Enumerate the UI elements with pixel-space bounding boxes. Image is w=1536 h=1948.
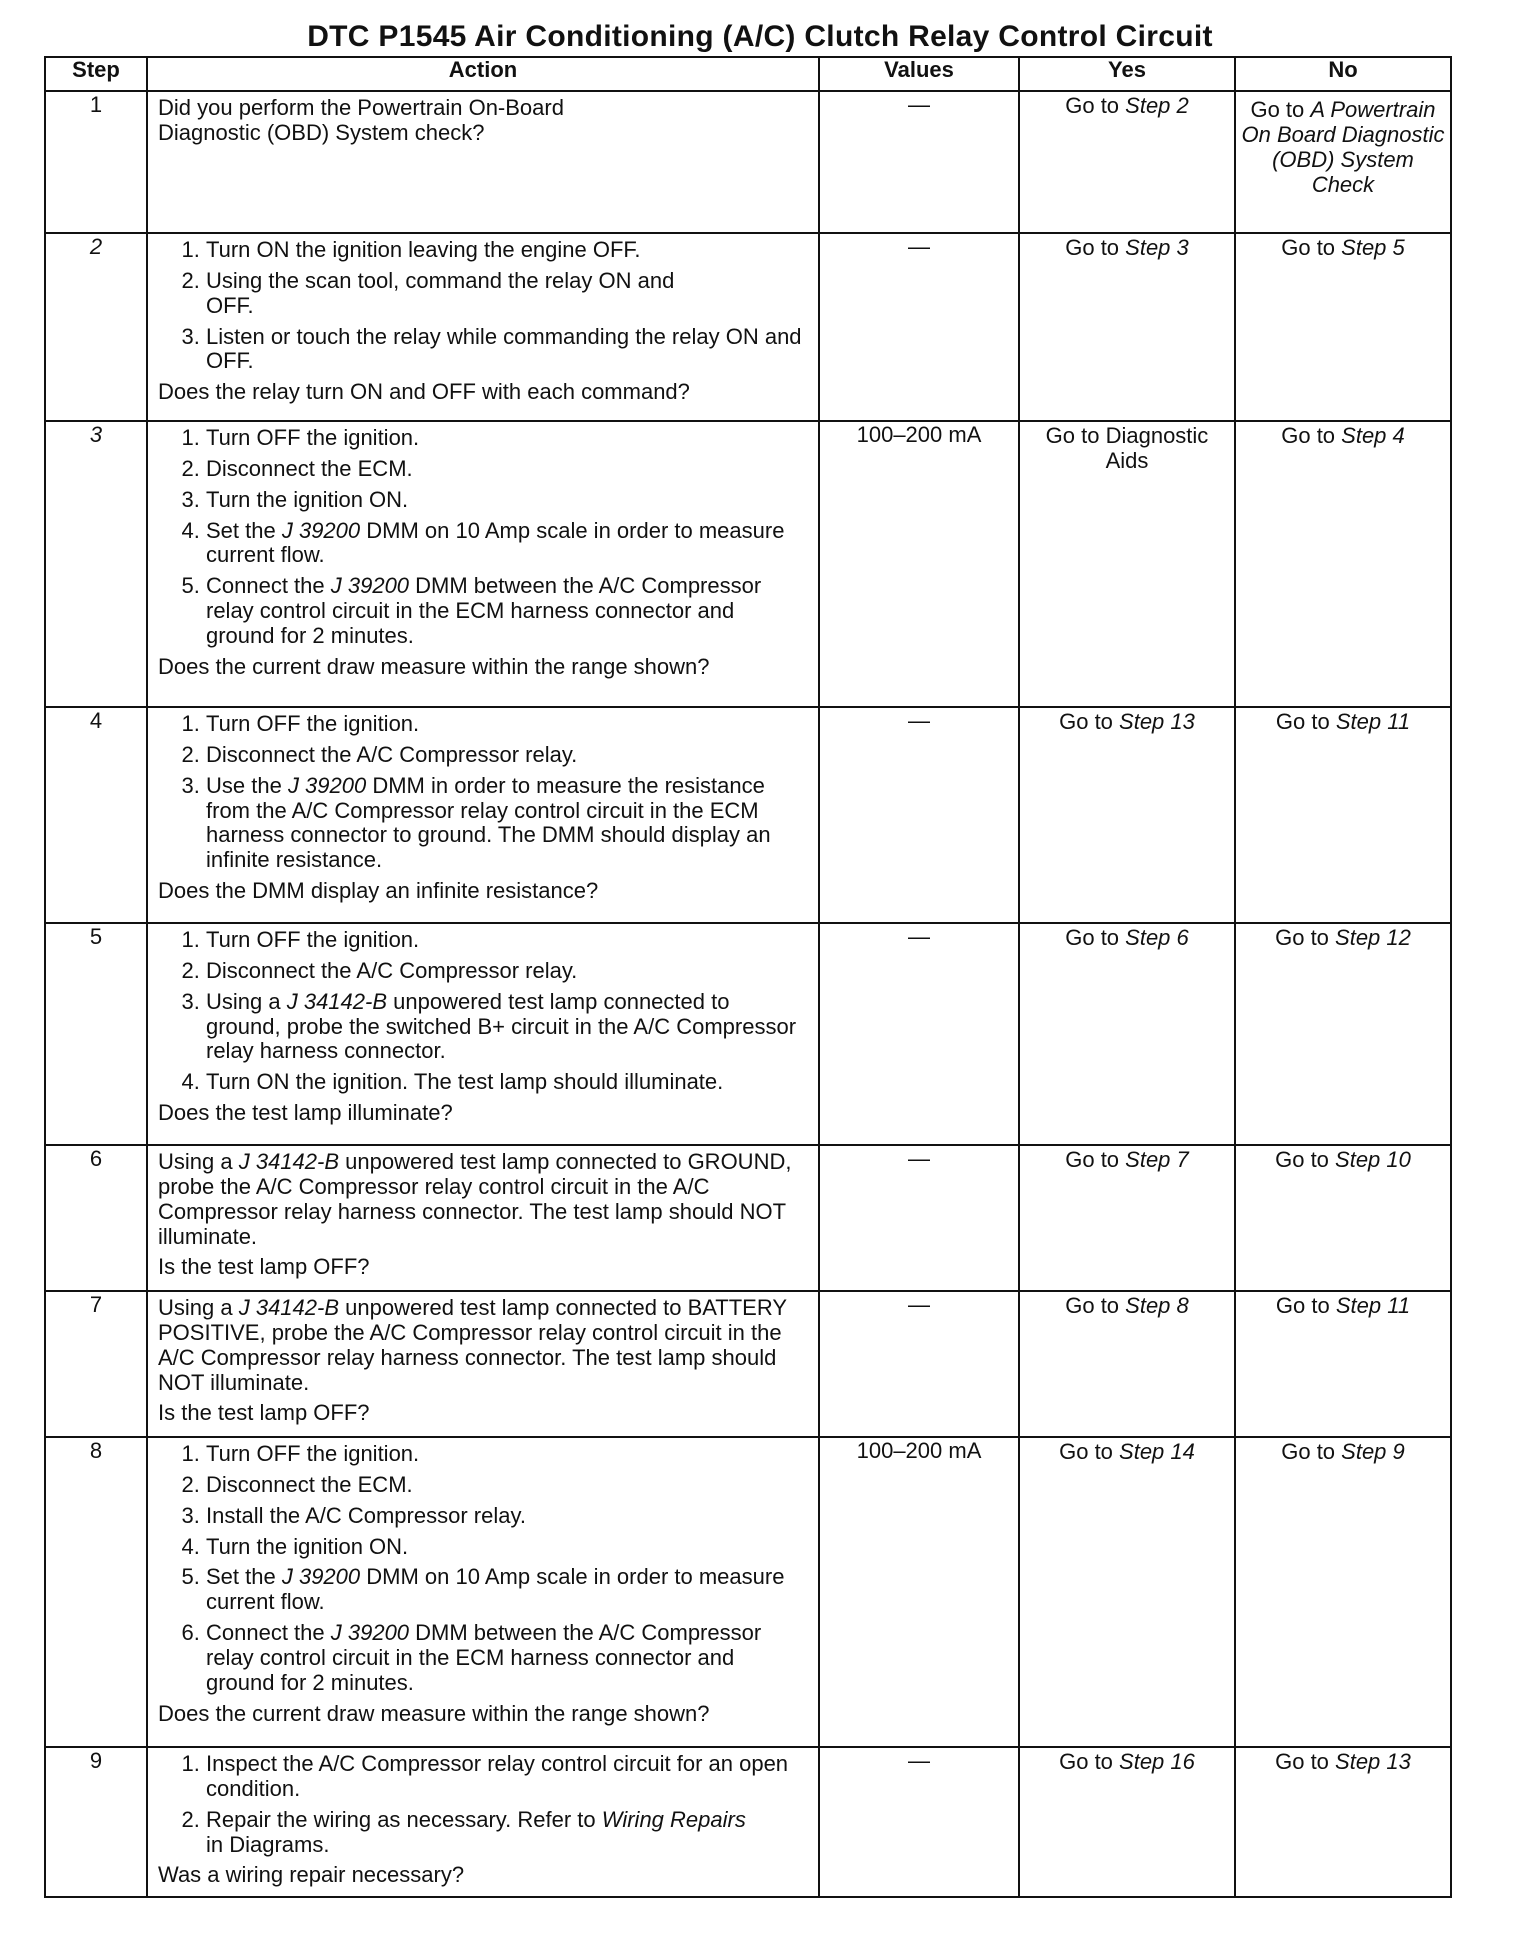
no-prefix: Go to bbox=[1275, 709, 1336, 734]
action-item: 2. Disconnect the A/C Compressor relay. bbox=[206, 959, 808, 984]
yes-cell bbox=[1019, 421, 1235, 707]
no-cell bbox=[1235, 1291, 1451, 1437]
yes-prefix: Go to bbox=[1065, 1147, 1126, 1172]
yes-cell bbox=[1019, 1747, 1235, 1897]
action-cell bbox=[147, 91, 819, 233]
action-item: 3. Install the A/C Compressor relay. bbox=[206, 1504, 808, 1529]
yes-prefix: Go to bbox=[1059, 709, 1120, 734]
action-item: 3. Listen or touch the relay while commanding the relay ON and OFF. bbox=[206, 325, 808, 375]
action-intro: Using a J 34142-B unpowered test lamp connected to BATTERY POSITIVE, probe the A/C Compressor relay control circuit in the A/C Compressor relay harness connector. The test lamp should NOT illuminate. bbox=[158, 1295, 787, 1395]
action-item: 2. Disconnect the ECM. bbox=[206, 1473, 808, 1498]
yes-cell bbox=[1019, 1145, 1235, 1291]
table-row bbox=[45, 1437, 1451, 1747]
no-cell bbox=[1235, 233, 1451, 421]
no-prefix: Go to bbox=[1281, 1439, 1342, 1464]
step-number: 8 bbox=[45, 1437, 147, 1747]
no-target: Step 12 bbox=[1335, 925, 1411, 950]
no-prefix: Go to bbox=[1250, 97, 1311, 122]
no-target: Step 10 bbox=[1335, 1147, 1411, 1172]
yes-target: Step 7 bbox=[1125, 1147, 1189, 1172]
action-cell bbox=[147, 1747, 819, 1897]
yes-prefix: Go to Diagnostic Aids bbox=[1045, 423, 1209, 473]
action-list bbox=[158, 238, 808, 374]
action-question: Does the current draw measure within the range shown? bbox=[158, 653, 710, 679]
action-list bbox=[158, 712, 808, 873]
action-item: 2. Repair the wiring as necessary. Refer to Wiring Repairs in Diagrams. bbox=[206, 1808, 748, 1858]
header-step: Step bbox=[45, 57, 147, 91]
action-question: Was a wiring repair necessary? bbox=[158, 1862, 465, 1888]
yes-cell bbox=[1019, 91, 1235, 233]
page-title: DTC P1545 Air Conditioning (A/C) Clutch Relay Control Circuit bbox=[307, 20, 1213, 53]
yes-cell bbox=[1019, 923, 1235, 1145]
action-item: 1. Turn OFF the ignition. bbox=[206, 928, 808, 953]
action-cell bbox=[147, 1291, 819, 1437]
yes-prefix: Go to bbox=[1065, 925, 1126, 950]
no-target: A Powertrain On Board Diagnostic (OBD) System Check bbox=[1241, 97, 1445, 197]
no-target: Step 13 bbox=[1335, 1749, 1411, 1774]
yes-prefix: Go to bbox=[1065, 93, 1126, 118]
header-values: Values bbox=[819, 57, 1019, 91]
header-no: No bbox=[1235, 57, 1451, 91]
action-item: 3. Using a J 34142-B unpowered test lamp connected to ground, probe the switched B+ circuit in the A/C Compressor relay harness connector. bbox=[206, 990, 808, 1065]
yes-target: Step 16 bbox=[1119, 1749, 1195, 1774]
step-number: 3 bbox=[45, 421, 147, 707]
step-number: 1 bbox=[45, 91, 147, 233]
action-item: 3. Use the J 39200 DMM in order to measure the resistance from the A/C Compressor relay control circuit in the ECM harness connector to ground. The DMM should display an infinite resistance. bbox=[206, 774, 808, 873]
action-intro: Using a J 34142-B unpowered test lamp connected to GROUND, probe the A/C Compressor relay control circuit in the A/C Compressor relay harness connector. The test lamp should NOT illuminate. bbox=[158, 1149, 792, 1249]
action-question: Does the current draw measure within the range shown? bbox=[158, 1700, 710, 1726]
yes-target: Step 3 bbox=[1125, 235, 1189, 260]
value-cell: — bbox=[819, 233, 1019, 421]
action-cell bbox=[147, 233, 819, 421]
value-cell: — bbox=[819, 91, 1019, 233]
step-number: 5 bbox=[45, 923, 147, 1145]
table-row bbox=[45, 421, 1451, 707]
table-row bbox=[45, 1145, 1451, 1291]
action-item: 3. Turn the ignition ON. bbox=[206, 488, 808, 513]
action-question: Does the test lamp illuminate? bbox=[158, 1100, 453, 1126]
yes-target: Step 14 bbox=[1119, 1439, 1195, 1464]
no-cell bbox=[1235, 923, 1451, 1145]
step-number: 2 bbox=[45, 233, 147, 421]
yes-cell bbox=[1019, 233, 1235, 421]
step-number: 9 bbox=[45, 1747, 147, 1897]
diagnostic-table bbox=[44, 56, 1452, 1898]
value-cell: — bbox=[819, 1291, 1019, 1437]
action-intro: Did you perform the Powertrain On-Board Diagnostic (OBD) System check? bbox=[158, 95, 564, 145]
yes-target: Step 2 bbox=[1125, 93, 1189, 118]
header-yes: Yes bbox=[1019, 57, 1235, 91]
action-item: 4. Set the J 39200 DMM on 10 Amp scale in order to measure current flow. bbox=[206, 519, 808, 569]
no-cell bbox=[1235, 1145, 1451, 1291]
no-cell bbox=[1235, 1437, 1451, 1747]
action-cell bbox=[147, 923, 819, 1145]
table-row bbox=[45, 707, 1451, 923]
yes-prefix: Go to bbox=[1065, 1293, 1126, 1318]
action-item: 6. Connect the J 39200 DMM between the A/C Compressor relay control circuit in the ECM harness connector and ground for 2 minutes. bbox=[206, 1621, 808, 1696]
table-row bbox=[45, 1747, 1451, 1897]
value-cell: 100–200 mA bbox=[819, 421, 1019, 707]
value-cell: — bbox=[819, 923, 1019, 1145]
yes-cell bbox=[1019, 1291, 1235, 1437]
table-row bbox=[45, 1291, 1451, 1437]
value-cell: — bbox=[819, 1145, 1019, 1291]
action-item: 1. Inspect the A/C Compressor relay control circuit for an open condition. bbox=[206, 1752, 808, 1802]
header-action: Action bbox=[147, 57, 819, 91]
action-item: 1. Turn OFF the ignition. bbox=[206, 426, 808, 451]
yes-target: Step 8 bbox=[1125, 1293, 1189, 1318]
yes-cell bbox=[1019, 1437, 1235, 1747]
yes-prefix: Go to bbox=[1065, 235, 1126, 260]
action-item: 5. Set the J 39200 DMM on 10 Amp scale in order to measure current flow. bbox=[206, 1565, 808, 1615]
action-item: 1. Turn ON the ignition leaving the engine OFF. bbox=[206, 238, 808, 263]
no-target: Step 4 bbox=[1341, 423, 1405, 448]
no-target: Step 9 bbox=[1341, 1439, 1405, 1464]
step-number: 4 bbox=[45, 707, 147, 923]
action-cell bbox=[147, 1145, 819, 1291]
action-item: 2. Using the scan tool, command the relay ON and OFF. bbox=[206, 269, 708, 319]
action-item: 5. Connect the J 39200 DMM between the A/C Compressor relay control circuit in the ECM harness connector and ground for 2 minutes. bbox=[206, 574, 808, 649]
no-prefix: Go to bbox=[1275, 1147, 1336, 1172]
action-cell bbox=[147, 421, 819, 707]
no-prefix: Go to bbox=[1275, 925, 1336, 950]
yes-prefix: Go to bbox=[1059, 1749, 1120, 1774]
table-row bbox=[45, 233, 1451, 421]
action-question: Does the DMM display an infinite resistance? bbox=[158, 878, 599, 904]
no-target: Step 5 bbox=[1341, 235, 1405, 260]
action-item: 1. Turn OFF the ignition. bbox=[206, 712, 808, 737]
action-item: 4. Turn ON the ignition. The test lamp should illuminate. bbox=[206, 1070, 808, 1095]
action-list bbox=[158, 1442, 808, 1696]
yes-target: Step 6 bbox=[1125, 925, 1189, 950]
no-prefix: Go to bbox=[1275, 1293, 1336, 1318]
no-prefix: Go to bbox=[1275, 1749, 1336, 1774]
value-cell: — bbox=[819, 1747, 1019, 1897]
no-cell bbox=[1235, 421, 1451, 707]
action-item: 1. Turn OFF the ignition. bbox=[206, 1442, 808, 1467]
action-list bbox=[158, 1752, 808, 1857]
no-target: Step 11 bbox=[1335, 1293, 1411, 1318]
table-row bbox=[45, 923, 1451, 1145]
yes-target: Step 13 bbox=[1119, 709, 1195, 734]
no-target: Step 11 bbox=[1335, 709, 1411, 734]
value-cell: — bbox=[819, 707, 1019, 923]
no-cell bbox=[1235, 91, 1451, 233]
action-question: Does the relay turn ON and OFF with each command? bbox=[158, 379, 690, 405]
table-row bbox=[45, 91, 1451, 233]
action-question: Is the test lamp OFF? bbox=[158, 1400, 370, 1426]
action-item: 2. Disconnect the A/C Compressor relay. bbox=[206, 743, 808, 768]
action-cell bbox=[147, 707, 819, 923]
no-cell bbox=[1235, 1747, 1451, 1897]
header-row bbox=[45, 57, 1451, 91]
no-prefix: Go to bbox=[1281, 235, 1342, 260]
action-item: 2. Disconnect the ECM. bbox=[206, 457, 808, 482]
action-question: Is the test lamp OFF? bbox=[158, 1254, 370, 1280]
action-cell bbox=[147, 1437, 819, 1747]
yes-cell bbox=[1019, 707, 1235, 923]
value-cell: 100–200 mA bbox=[819, 1437, 1019, 1747]
no-prefix: Go to bbox=[1281, 423, 1342, 448]
step-number: 6 bbox=[45, 1145, 147, 1291]
action-item: 4. Turn the ignition ON. bbox=[206, 1535, 808, 1560]
no-cell bbox=[1235, 707, 1451, 923]
step-number: 7 bbox=[45, 1291, 147, 1437]
yes-prefix: Go to bbox=[1059, 1439, 1120, 1464]
action-list bbox=[158, 426, 808, 649]
action-list bbox=[158, 928, 808, 1095]
